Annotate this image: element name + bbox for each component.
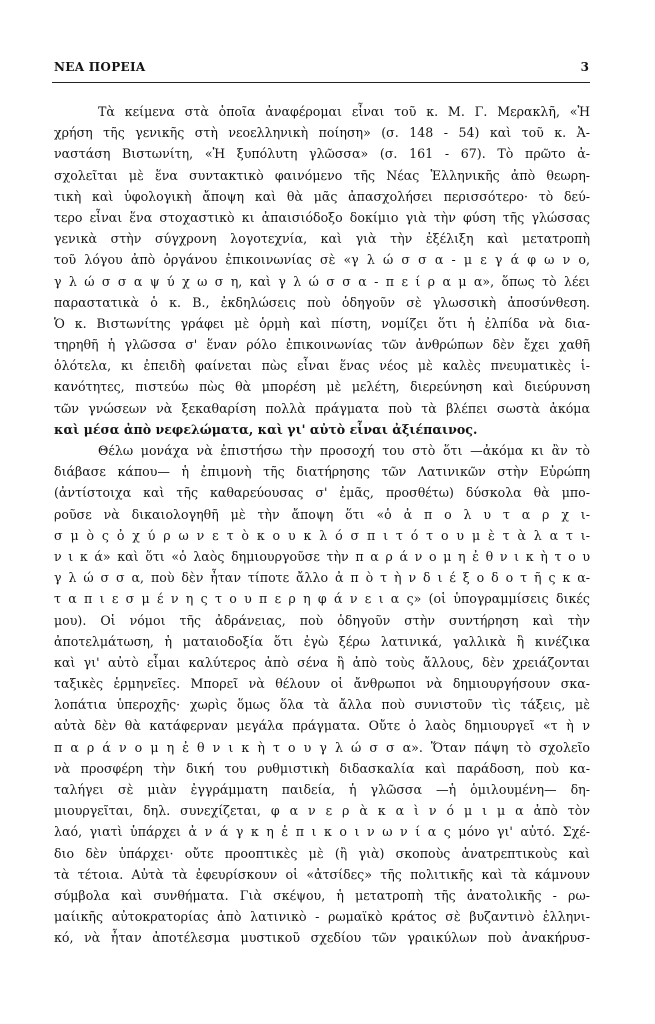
- text-line: Θέλω μονάχα νὰ ἐπιστήσω τὴν προσοχή του στὸ ὅτι —ἀκόμα κι ἂν τὸ: [98, 443, 590, 458]
- text-line: παραστατικὰ ὁ κ. Β., ἐκδηλώσεις ποὺ ὁδηγοῦν σὲ γλωσσικὴ ἀποσύνθεση.: [54, 294, 590, 310]
- text-line: (ἀντίστοιχα καὶ τῆς καθαρεύουσας σ' ἐμᾶς, προσθέτω) δύσκολα θὰ μπο-: [54, 485, 590, 501]
- text-line: αὐτὰ δὲν θὰ κατάφερναν μεγάλα πράγματα. Οὔτε ὁ λαὸς δημιουργεῖ «τ ὴ ν: [54, 718, 590, 734]
- text-line: τὰ τέτοια. Αὐτὰ τὰ ἐφευρίσκουν οἱ «ἀτσίδες» τῆς πολιτικῆς καὶ τὰ κάμνουν: [54, 866, 590, 882]
- text-line: ταξικὲς ἑρμηνεῖες. Μπορεῖ νὰ θέλουν οἱ ἄνθρωποι νὰ δημιουργήσουν σκα-: [54, 676, 590, 692]
- text-line: τ α π ι ε σ μ έ ν η ς τ ο υ π ε ρ η φ ά ν ε ι α ς» (οἱ ὑπογραμμίσεις δικές: [54, 591, 590, 607]
- text-line: τῶν γνώσεων νὰ ξεκαθαρίση πολλὰ πράγματα ποὺ τὰ βλέπει σωστὰ ἀκόμα: [54, 400, 590, 416]
- text-line: λοπάτια ὑπεροχῆς· χωρὶς ὅμως ὅλα τὰ ἄλλα ποὺ συνιστοῦν τὶς τάξεις, μὲ: [54, 697, 590, 713]
- text-line: διο δὲν ὑπάρχει· οὔτε προοπτικὲς μὲ (ἢ γιὰ) σκοποὺς ἀνατρεπτικοὺς καὶ: [54, 845, 590, 861]
- text-line: γενικὰ στὴν σύγχρονη λογοτεχνία, καὶ γιὰ τὴν ἐξέλιξη καὶ μετατροπὴ: [54, 231, 590, 247]
- article-body: [54, 101, 590, 949]
- text-line: γ λ ώ σ σ α, ποὺ δὲν ἦταν τίποτε ἄλλο ἀ π ὸ τ ὴ ν δ ι έ ξ ο δ ο τ ῆ ς κ α-: [54, 570, 590, 586]
- text-line: τικὴ καὶ ὑφολογικὴ ἄποψη καὶ θὰ μᾶς ἀπασχολήσει περισσότερο· τὸ δεύ-: [54, 188, 590, 204]
- text-line: κό, νὰ ἦταν ἀποτέλεσμα μυστικοῦ σχεδίου τῶν γραικύλων ποὺ ἀνακήρυσ-: [54, 930, 590, 946]
- text-line: γ λ ώ σ σ α ψ ύ χ ω σ η, καὶ γ λ ώ σ σ α - π ε ί ρ α μ α», ὅπως τὸ λέει: [54, 273, 590, 289]
- running-head: ΝΕΑ ΠΟΡΕΙΑ: [54, 60, 146, 74]
- text-line: κανότητες, πιστεύω πὼς θὰ μπορέση μὲ μελέτη, διερεύνηση καὶ διεύρυνση: [54, 379, 590, 395]
- text-line: καὶ μέσα ἀπὸ νεφελώματα, καὶ γι' αὐτὸ εἶναι ἀξιέπαινος.: [54, 421, 478, 437]
- text-line: μιουργεῖται, δηλ. συνεχίζεται, φ α ν ε ρ ὰ κ α ὶ ν ό μ ι μ α ἀπὸ τὸν: [54, 803, 590, 819]
- text-line: ταλήγει σὲ μιὰν ἐγγράμματη παιδεία, ἡ γλῶσσα —ἡ ὁμιλουμένη— δη-: [54, 782, 590, 797]
- page-header: [54, 60, 589, 80]
- text-line: καὶ γι' αὐτὸ εἶμαι καλύτερος ἀπὸ σένα ἢ ἀπὸ τοὺς ἄλλους, δὲν χρειάζονται: [54, 654, 590, 670]
- text-line: λαό, γιατὶ ὑπάρχει ἀ ν ά γ κ η ἐ π ι κ ο ι ν ω ν ί α ς μόνο γι' αὐτό. Σχέ-: [54, 824, 590, 840]
- text-line: τερο εἶναι ἕνα στοχαστικὸ κι ἀπαισιόδοξο δοκίμιο γιὰ τὴν φύση τῆς γλώσσας: [54, 209, 590, 225]
- text-line: νὰ προσφέρη τὴν δική του ρυθμιστικὴ διδασκαλία καὶ παράδοση, ποὺ κα-: [54, 760, 590, 776]
- text-line: ροῦσε νὰ δικαιολογηθῆ μὲ τὴν ἄποψη ὅτι «ὁ ἀ π ο λ υ τ α ρ χ ι-: [54, 506, 590, 522]
- text-line: σ μ ὸ ς ὀ χ ύ ρ ω ν ε τ ὸ κ ο υ κ λ ό σ π ι τ ό τ ο υ μ ὲ τ ὰ λ α τ ι-: [54, 527, 590, 543]
- page-number: 3: [580, 60, 589, 74]
- text-line: μαίικῆς αὐτοκρατορίας ἀπὸ λατινικὸ - ρωμαϊκὸ κράτος σὲ βυζαντινὸ ἑλληνι-: [54, 909, 590, 925]
- text-line: σχολεῖται μὲ ἕνα συντακτικὸ φαινόμενο τῆς Νέας Ἑλληνικῆς ἀπὸ θεωρη-: [54, 167, 590, 183]
- header-rule: [52, 82, 590, 83]
- text-line: Ὁ κ. Βιστωνίτης γράφει μὲ ὁρμὴ καὶ πίστη, νομίζει ὅτι ἡ ἐλπίδα νὰ δια-: [54, 315, 590, 331]
- text-line: διάβασε κάπου— ἡ ἐπιμονὴ τῆς διατήρησης τῶν Λατινικῶν στὴν Εὐρώπη: [54, 464, 590, 480]
- text-line: τηρηθῆ ἡ γλῶσσα σ' ἕναν ρόλο ἐπικοινωνίας τῶν ἀνθρώπων δὲν ἔχει χαθῆ: [54, 337, 590, 353]
- text-line: ὁλότελα, κι ἐπειδὴ φαίνεται πὼς εἶναι ἕνας νέος μὲ καλὲς πνευματικὲς ἱ-: [54, 358, 590, 374]
- text-line: μου). Οἱ νόμοι τῆς ἀδράνειας, ποὺ ὁδηγοῦν στὴν συντήρηση καὶ τὴν: [54, 612, 590, 628]
- text-line: χρήση τῆς γενικῆς στὴ νεοελληνικὴ ποίηση» (σ. 148 - 54) καὶ τοῦ κ. Ἀ-: [54, 125, 590, 141]
- text-line: ν ι κ ά» καὶ ὅτι «ὁ λαὸς δημιουργοῦσε τὴν π α ρ ά ν ο μ η ἐ θ ν ι κ ὴ τ ο υ: [54, 548, 590, 564]
- text-line: τοῦ λόγου ἀπὸ ὀργάνου ἐπικοινωνίας σὲ «γ λ ώ σ σ α - μ ε γ ά φ ω ν ο,: [54, 252, 590, 268]
- text-line: Τὰ κείμενα στὰ ὁποῖα ἀναφέρομαι εἶναι τοῦ κ. Μ. Γ. Μερακλῆ, «Ἡ: [98, 104, 590, 119]
- text-line: ἀποτελμάτωση, ἡ ματαιοδοξία ὅτι ἐγὼ ξέρω λατινικά, γαλλικὰ ἢ κινέζικα: [54, 633, 590, 649]
- text-line: ναστάση Βιστωνίτη, «Ἡ ξυπόλυτη γλῶσσα» (σ. 161 - 67). Τὸ πρῶτο ἀ-: [54, 146, 590, 162]
- text-line: σύμβολα καὶ συνθήματα. Γιὰ σκέψου, ἡ μετατροπὴ τῆς ἀνατολικῆς - ρω-: [54, 887, 590, 903]
- text-line: π α ρ ά ν ο μ η ἐ θ ν ι κ ὴ τ ο υ γ λ ώ σ σ α». Ὅταν πάψη τὸ σχολεῖο: [54, 739, 590, 755]
